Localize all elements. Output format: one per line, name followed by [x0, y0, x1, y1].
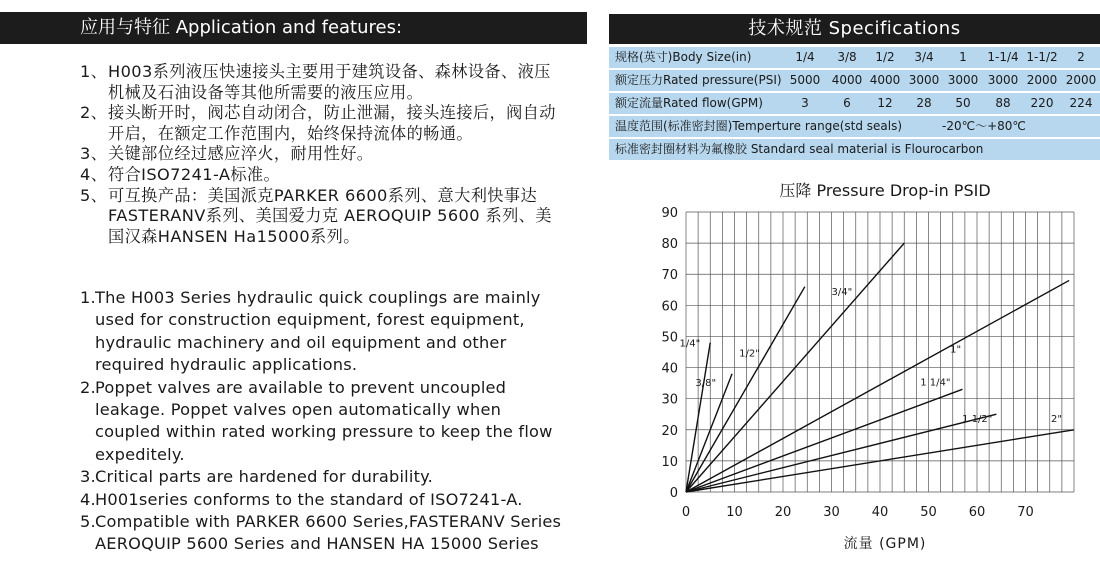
series-line — [686, 414, 996, 492]
item-number: 5. — [80, 512, 96, 532]
item-text: Compatible with PARKER 6600 Series,FASTERANV Series AEROQUIP 5600 Series and HANSEN HA 15000 Series — [95, 512, 562, 554]
spec-value: 4000 — [831, 73, 863, 87]
pressure-drop-chart — [640, 200, 1092, 530]
series-label: 1/4" — [679, 338, 701, 350]
item-text: Critical parts are hardened for durability. — [95, 467, 433, 487]
x-tick-label: 20 — [774, 505, 792, 520]
item-number: 1、 — [80, 62, 108, 81]
list-item — [80, 377, 565, 467]
spec-value: 2000 — [1026, 73, 1058, 87]
item-text: 接头断开时，阀芯自动闭合，防止泄漏，接头连接后，阀自动开启，在额定工作范围内，始终保持流体的畅通。 — [108, 103, 556, 143]
list-item — [80, 287, 565, 377]
chart-title: 压降 Pressure Drop-in PSID — [779, 181, 991, 200]
list-item — [80, 489, 565, 511]
spec-row-rated-pressure — [609, 70, 1100, 91]
spec-value: 3/8 — [837, 50, 857, 64]
series-line — [686, 389, 962, 492]
spec-value: 1/2 — [875, 50, 895, 64]
spec-value: 3 — [801, 96, 809, 110]
item-text: 符合ISO7241-A标准。 — [108, 164, 281, 184]
spec-value: -20℃～+80℃ — [942, 119, 1026, 133]
spec-value: 1/4 — [795, 50, 815, 64]
y-tick-label: 50 — [661, 330, 678, 346]
series-label: 2" — [1051, 413, 1062, 425]
list-item — [80, 466, 565, 488]
spec-value: 2000 — [1065, 73, 1097, 87]
spec-value: 5000 — [789, 73, 821, 87]
series-line — [686, 374, 732, 492]
y-tick-label: 80 — [661, 237, 678, 253]
spec-value: 6 — [843, 96, 851, 110]
item-number: 5、 — [80, 185, 108, 205]
x-tick-label: 0 — [681, 505, 691, 520]
spec-value: 3/4 — [914, 50, 934, 64]
item-number: 4. — [80, 489, 96, 509]
spec-value: 50 — [955, 96, 971, 110]
spec-label: 规格(英寸)Body Size(in) — [615, 50, 752, 64]
y-tick-label: 30 — [661, 392, 678, 408]
spec-value: 12 — [877, 96, 893, 110]
spec-row-temperature — [609, 116, 1100, 137]
x-tick-label: 50 — [920, 505, 937, 520]
spec-value: 2 — [1077, 50, 1085, 64]
spec-value: 3000 — [947, 73, 979, 87]
spec-row-rated-flow — [609, 93, 1100, 114]
series-label: 1 1/2" — [962, 414, 993, 426]
y-tick-label: 20 — [661, 423, 678, 439]
series-label: 1 1/4" — [920, 377, 951, 389]
spec-value: 224 — [1069, 96, 1093, 110]
series-line — [686, 280, 1069, 492]
spec-value: 4000 — [869, 73, 901, 87]
item-number: 2. — [80, 377, 96, 397]
spec-value: 220 — [1030, 96, 1054, 110]
y-tick-label: 0 — [669, 486, 678, 501]
chart-x-axis-label: 流量 (GPM) — [843, 536, 927, 552]
spec-value: 1-1/2 — [1026, 50, 1058, 64]
list-item — [80, 62, 560, 103]
item-number: 1. — [80, 288, 96, 307]
x-tick-label: 30 — [823, 505, 840, 520]
series-label: 3/8" — [695, 377, 717, 389]
x-tick-label: 10 — [726, 505, 743, 520]
x-tick-label: 60 — [968, 505, 986, 520]
x-tick-label: 70 — [1017, 505, 1034, 520]
chinese-feature-list — [80, 62, 560, 247]
y-tick-label: 40 — [661, 361, 678, 377]
spec-value: 3000 — [987, 73, 1019, 87]
spec-value: 3000 — [908, 73, 940, 87]
list-item — [80, 165, 560, 186]
y-tick-label: 60 — [661, 299, 678, 315]
spec-value: 1-1/4 — [987, 50, 1019, 64]
spec-row-body-size — [609, 47, 1100, 68]
series-label: 1" — [950, 344, 962, 356]
item-text: 可互换产品：美国派克PARKER 6600系列、意大利快事达 FASTERANV系列、美国爱力克 AEROQUIP 5600 系列、美国汉森HANSEN Ha15000系列。 — [108, 185, 552, 246]
y-tick-label: 10 — [661, 454, 678, 470]
item-number: 2、 — [80, 103, 108, 123]
list-item — [80, 511, 565, 556]
list-item — [80, 186, 560, 248]
spec-row-seal-material — [609, 139, 1100, 160]
item-text: H003系列液压快速接头主要用于建筑设备、森林设备、液压机械及石油设备等其他所需要的液压应用。 — [108, 62, 551, 102]
spec-label: 温度范围(标准密封圈)Temperture range(std seals) — [615, 119, 903, 133]
y-tick-label: 70 — [661, 268, 678, 284]
spec-value: 88 — [995, 96, 1011, 110]
item-text: 关键部位经过感应淬火，耐用性好。 — [108, 144, 374, 164]
spec-value: 1 — [959, 50, 967, 64]
spec-label: 额定流量Rated flow(GPM) — [615, 96, 763, 110]
series-label: 1/2" — [739, 348, 760, 360]
item-text: H001series conforms to the standard of ISO7241-A. — [95, 489, 523, 509]
spec-label: 额定压力Rated pressure(PSI) — [615, 73, 782, 87]
item-number: 4、 — [80, 164, 108, 184]
series-label: 3/4" — [831, 287, 853, 299]
item-text: The H003 Series hydraulic quick couplings are mainly used for construction equipment, forest equipment, hydraulic machinery and oil equipment and other required hydraulic applications. — [95, 288, 541, 375]
spec-label: 标准密封圈材料为氟橡胶 Standard seal material is Flourocarbon — [615, 142, 984, 156]
x-tick-label: 40 — [871, 505, 889, 520]
specifications-header: 技术规范 Specifications — [609, 14, 1100, 44]
application-features-header: 应用与特征 Application and features: — [0, 12, 587, 44]
specifications-table — [609, 47, 1100, 162]
item-number: 3. — [80, 467, 96, 487]
list-item — [80, 144, 560, 165]
y-tick-label: 90 — [661, 206, 678, 221]
english-feature-list — [80, 287, 565, 556]
item-number: 3、 — [80, 144, 108, 164]
item-text: Poppet valves are available to prevent uncoupled leakage. Poppet valves open automatically when coupled within rated working pressure to keep the flow expeditely. — [95, 377, 553, 464]
spec-value: 28 — [916, 96, 932, 110]
list-item — [80, 103, 560, 144]
